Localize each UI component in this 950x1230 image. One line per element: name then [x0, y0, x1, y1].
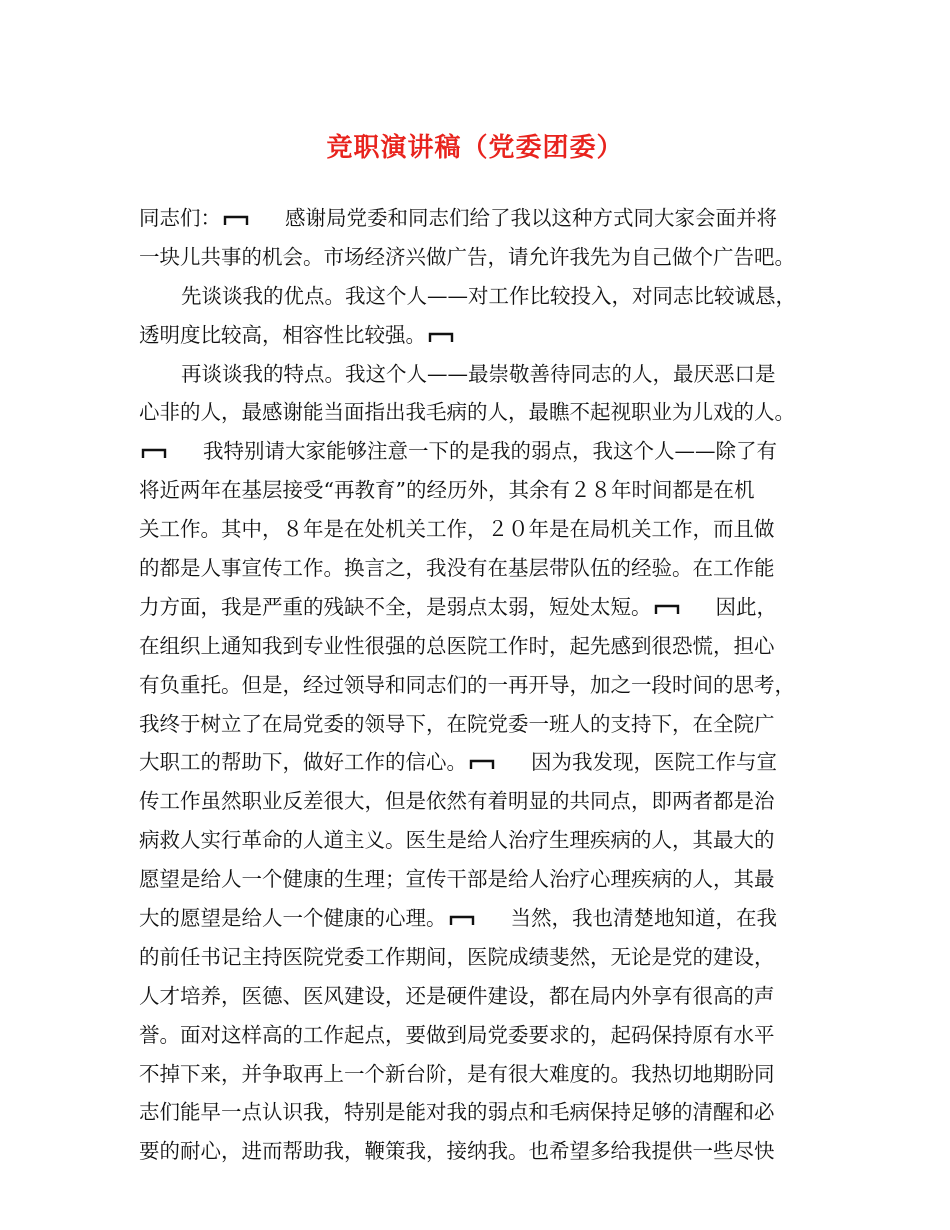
text-segment: 我终于树立了在局党委的领导下，在院党委一班人的支持下，在全院广 [139, 711, 775, 736]
text-segment: 将近两年在基层接受“再教育”的经历外，其余有２８年时间都是在机 [139, 478, 755, 503]
text-line [139, 471, 829, 510]
text-segment: 病救人实行革命的人道主义。医生是给人治疗生理疾病的人，其最大的 [139, 828, 775, 853]
text-line [139, 1055, 829, 1094]
text-line [139, 199, 829, 238]
text-segment: 的前任书记主持医院党委工作期间，医院成绩斐然，无论是党的建设， [139, 944, 775, 969]
text-segment: 要的耐心，进而帮助我，鞭策我，接纳我。也希望多给我提供一些尽快 [139, 1139, 775, 1164]
text-segment: 同志们： [139, 206, 221, 230]
text-line [139, 627, 829, 666]
text-segment: 大的愿望是给人一个健康的心理。 [139, 906, 447, 931]
bracket-mark-icon [428, 331, 454, 343]
text-segment: 我特别请大家能够注意一下的是我的弱点，我这个人——除了有 [203, 439, 777, 464]
text-line [139, 860, 829, 899]
text-segment: 大职工的帮助下，做好工作的信心。 [139, 750, 467, 775]
text-segment: 在组织上通知我到专业性很强的总医院工作时，起先感到很恐慌，担心 [139, 633, 775, 658]
text-segment: 透明度比较高，相容性比较强。 [139, 322, 426, 347]
text-line [139, 510, 829, 549]
text-segment: 愿望是给人一个健康的生理；宣传干部是给人治疗心理疾病的人，其最 [139, 867, 775, 892]
text-line [139, 355, 829, 394]
text-segment: 感谢局党委和同志们给了我以这种方式同大家会面并将 [285, 206, 777, 230]
text-segment: 心非的人，最感谢能当面指出我毛病的人，最瞧不起视职业为儿戏的人。 [139, 400, 795, 425]
text-line [139, 1132, 829, 1171]
text-segment: 的都是人事宣传工作。换言之，我没有在基层带队伍的经验。在工作能 [139, 556, 775, 581]
bracket-mark-icon [141, 447, 167, 459]
text-segment: 关工作。其中，８年是在处机关工作，２０年是在局机关工作，而且做 [139, 517, 775, 542]
bracket-mark-icon [469, 758, 495, 770]
text-segment: 人才培养，医德、医风建设，还是硬件建设，都在局内外享有很高的声 [139, 983, 775, 1008]
text-segment: 不掉下来，并争取再上一个新台阶，是有很大难度的。我热切地期盼同 [139, 1061, 775, 1086]
text-line [139, 549, 829, 588]
text-line [139, 277, 829, 316]
text-segment: 因此， [715, 594, 777, 619]
text-segment: 志们能早一点认识我，特别是能对我的弱点和毛病保持足够的清醒和必 [139, 1100, 775, 1125]
text-segment: 当然，我也清楚地知道，在我 [510, 906, 777, 931]
text-line [139, 393, 829, 432]
text-segment: 力方面，我是严重的残缺不全，是弱点太弱，短处太短。 [139, 594, 652, 619]
text-segment: 传工作虽然职业反差很大，但是依然有着明显的共同点，即两者都是治 [139, 789, 775, 814]
text-segment: 有负重托。但是，经过领导和同志们的一再开导，加之一段时间的思考， [139, 672, 795, 697]
text-line [139, 666, 829, 705]
page-title: 竞职演讲稿（党委团委） [326, 133, 624, 163]
bracket-mark-icon [654, 603, 680, 615]
text-line [139, 782, 829, 821]
bracket-mark-icon [449, 914, 475, 926]
text-line [139, 1016, 829, 1055]
text-segment: 因为我发现，医院工作与宣 [531, 750, 777, 775]
text-segment: 再谈谈我的特点。我这个人——最崇敬善待同志的人，最厌恶口是 [181, 361, 776, 386]
text-line [139, 938, 829, 977]
bracket-mark-icon [223, 214, 249, 226]
text-line [139, 705, 829, 744]
text-segment: 一块儿共事的机会。市场经济兴做广告，请允许我先为自己做个广告吧。 [139, 244, 795, 269]
text-segment: 先谈谈我的优点。我这个人——对工作比较投入，对同志比较诚恳， [181, 283, 796, 308]
document-body [139, 199, 829, 1171]
text-line [139, 821, 829, 860]
text-line [139, 1093, 829, 1132]
text-segment: 誉。面对这样高的工作起点，要做到局党委要求的，起码保持原有水平 [139, 1022, 775, 1047]
text-line [139, 316, 829, 355]
text-line [139, 743, 829, 782]
text-line [139, 899, 829, 938]
text-line [139, 432, 829, 471]
text-line [139, 977, 829, 1016]
text-line [139, 588, 829, 627]
text-line [139, 238, 829, 277]
